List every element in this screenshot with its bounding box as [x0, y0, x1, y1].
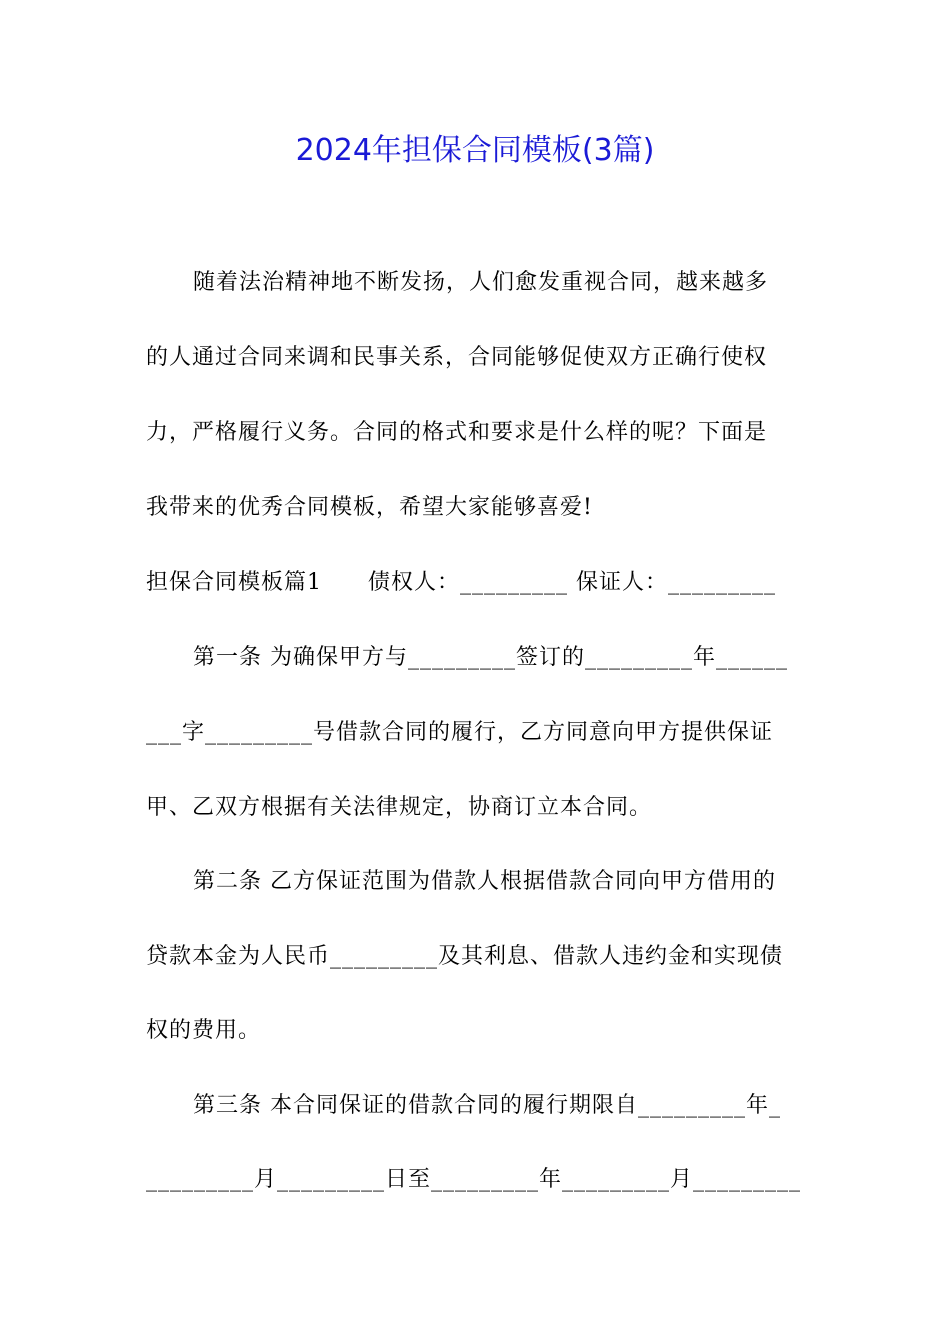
document-title: 2024年担保合同模板(3篇)	[295, 133, 655, 168]
paragraph-line: 第一条 为确保甲方与_________签订的_________年______	[193, 645, 788, 670]
paragraph-line: 随着法治精神地不断发扬，人们愈发重视合同，越来越多	[193, 270, 769, 295]
paragraph-line: 权的费用。	[146, 1018, 262, 1043]
paragraph-line: 担保合同模板篇1 债权人：_________ 保证人：_________	[146, 570, 776, 595]
paragraph-line: 的人通过合同来调和民事关系，合同能够促使双方正确行使权	[146, 345, 768, 370]
paragraph-line: 甲、乙双方根据有关法律规定，协商订立本合同。	[146, 795, 653, 820]
paragraph-line: _________月_________日至_________年_________月_________	[146, 1167, 802, 1192]
paragraph-line: 力，严格履行义务。合同的格式和要求是什么样的呢？下面是	[146, 420, 768, 445]
paragraph-line: 我带来的优秀合同模板，希望大家能够喜爱!	[146, 495, 593, 520]
paragraph-line: 第三条 本合同保证的借款合同的履行期限自_________年_	[193, 1093, 781, 1118]
paragraph-line: 贷款本金为人民币_________及其利息、借款人违约金和实现债	[146, 944, 784, 969]
paragraph-line: ___字_________号借款合同的履行，乙方同意向甲方提供保证	[146, 720, 774, 745]
paragraph-line: 第二条 乙方保证范围为借款人根据借款合同向甲方借用的	[193, 869, 776, 894]
